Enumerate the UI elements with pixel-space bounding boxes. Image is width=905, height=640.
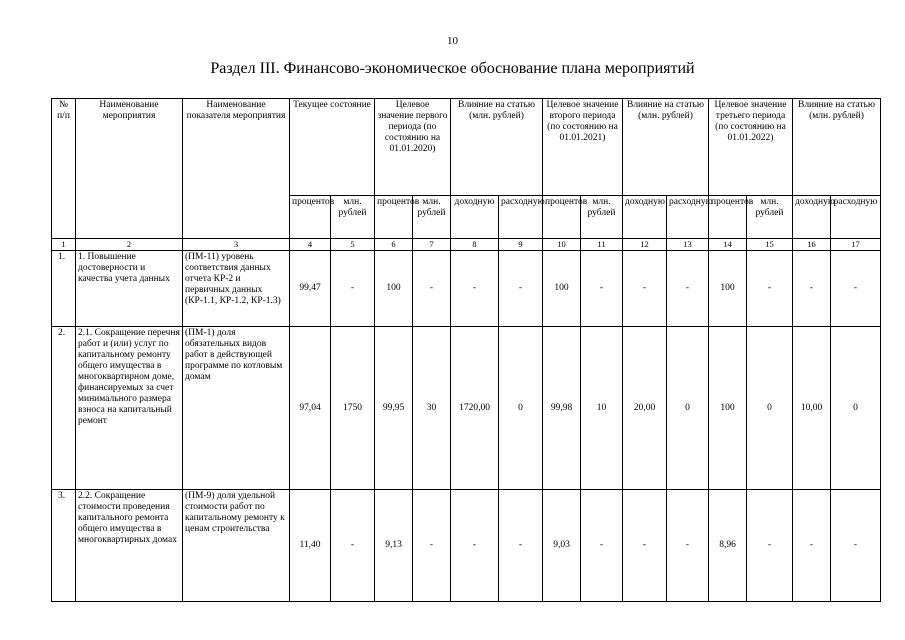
subheader-cur-mln: млн. рублей xyxy=(331,196,375,239)
table-row xyxy=(52,490,881,602)
column-number: 9 xyxy=(499,239,543,251)
row-value-cell: 30 xyxy=(413,327,451,490)
subheader-t2-pct: процентов xyxy=(543,196,581,239)
section-title: Раздел III. Финансово-экономическое обоснование плана мероприятий xyxy=(210,60,695,77)
subheader-i2-inc: доходную xyxy=(623,196,667,239)
header-num: № п/п xyxy=(52,99,76,239)
row-value-cell: 0 xyxy=(747,327,793,490)
subheader-i1-inc: доходную xyxy=(451,196,499,239)
table-row xyxy=(52,327,881,490)
header-current-state: Текущее состояние xyxy=(290,99,375,196)
row-value-cell: - xyxy=(793,251,831,327)
column-number: 8 xyxy=(451,239,499,251)
column-number: 14 xyxy=(709,239,747,251)
column-number: 5 xyxy=(331,239,375,251)
row-value-cell: - xyxy=(747,490,793,602)
row-value-cell: 20,00 xyxy=(623,327,667,490)
row-value-cell: 10 xyxy=(581,327,623,490)
row-value-cell: - xyxy=(831,490,881,602)
column-number: 4 xyxy=(290,239,331,251)
row-value-cell: 99,47 xyxy=(290,251,331,327)
row-value-cell: 99,95 xyxy=(375,327,413,490)
subheader-i2-exp: расходную xyxy=(667,196,709,239)
column-number: 12 xyxy=(623,239,667,251)
row-value-cell: - xyxy=(581,490,623,602)
row-value-cell: 10,00 xyxy=(793,327,831,490)
row-value-cell: - xyxy=(331,251,375,327)
row-value-cell: - xyxy=(413,251,451,327)
row-value-cell: 97,04 xyxy=(290,327,331,490)
row-value-cell: - xyxy=(451,490,499,602)
column-number: 16 xyxy=(793,239,831,251)
row-value-cell: - xyxy=(793,490,831,602)
row-value-cell: 9,13 xyxy=(375,490,413,602)
row-number: 2. xyxy=(52,327,76,490)
column-number: 10 xyxy=(543,239,581,251)
header-target-2: Целевое значение второго периода (по состоянию на 01.01.2021) xyxy=(543,99,623,196)
row-value-cell: - xyxy=(667,251,709,327)
row-value-cell: 0 xyxy=(499,327,543,490)
row-value-cell: 100 xyxy=(543,251,581,327)
column-number-row xyxy=(52,239,881,251)
subheader-t3-mln: млн. рублей xyxy=(747,196,793,239)
subheader-t2-mln: млн. рублей xyxy=(581,196,623,239)
header-event-name: Наименование мероприятия xyxy=(76,99,183,239)
column-number: 11 xyxy=(581,239,623,251)
row-number: 3. xyxy=(52,490,76,602)
header-impact-3: Влияние на статью (млн. рублей) xyxy=(793,99,881,196)
column-number: 1 xyxy=(52,239,76,251)
row-indicator-name: (ПМ-1) доля обязательных видов работ в действующей программе по котловым домам xyxy=(183,327,290,490)
row-indicator-name: (ПМ-9) доля удельной стоимости работ по капитальному ремонту к ценам строительства xyxy=(183,490,290,602)
subheader-i3-exp: расходную xyxy=(831,196,881,239)
header-impact-2: Влияние на статью (млн. рублей) xyxy=(623,99,709,196)
row-event-name: 2.2. Сокращение стоимости проведения капитального ремонта общего имущества в многоквартирных домах xyxy=(76,490,183,602)
column-number: 3 xyxy=(183,239,290,251)
subheader-i1-exp: расходную xyxy=(499,196,543,239)
row-value-cell: 1720,00 xyxy=(451,327,499,490)
page-number: 10 xyxy=(447,35,458,47)
row-indicator-name: (ПМ-11) уровень соответствия данных отчета КР-2 и первичных данных (КР-1.1, КР-1.2, КР-1.3) xyxy=(183,251,290,327)
row-value-cell: - xyxy=(747,251,793,327)
subheader-cur-pct: процентов xyxy=(290,196,331,239)
column-number: 7 xyxy=(413,239,451,251)
row-value-cell: - xyxy=(331,490,375,602)
row-event-name: 2.1. Сокращение перечня работ и (или) услуг по капитальному ремонту общего имущества в многоквартирном доме, финансируемых за счет минимального размера взноса на капитальный ремонт xyxy=(76,327,183,490)
row-value-cell: - xyxy=(623,490,667,602)
row-value-cell: 0 xyxy=(667,327,709,490)
row-value-cell: - xyxy=(499,490,543,602)
column-number: 13 xyxy=(667,239,709,251)
row-value-cell: 1750 xyxy=(331,327,375,490)
row-value-cell: - xyxy=(581,251,623,327)
header-target-3: Целевое значение третьего периода (по состоянию на 01.01.2022) xyxy=(709,99,793,196)
row-value-cell: - xyxy=(623,251,667,327)
row-number: 1. xyxy=(52,251,76,327)
row-value-cell: - xyxy=(667,490,709,602)
table-row xyxy=(52,251,881,327)
row-value-cell: - xyxy=(831,251,881,327)
row-value-cell: 9,03 xyxy=(543,490,581,602)
header-indicator-name: Наименование показателя мероприятия xyxy=(183,99,290,239)
row-value-cell: 11,40 xyxy=(290,490,331,602)
column-number: 15 xyxy=(747,239,793,251)
row-value-cell: 0 xyxy=(831,327,881,490)
subheader-t3-pct: процентов xyxy=(709,196,747,239)
column-number: 17 xyxy=(831,239,881,251)
subheader-t1-mln: млн. рублей xyxy=(413,196,451,239)
row-value-cell: 99,98 xyxy=(543,327,581,490)
financial-plan-table xyxy=(51,98,881,602)
column-number: 2 xyxy=(76,239,183,251)
row-value-cell: 100 xyxy=(709,251,747,327)
row-event-name: 1. Повышение достоверности и качества учета данных xyxy=(76,251,183,327)
header-impact-1: Влияние на статью (млн. рублей) xyxy=(451,99,543,196)
row-value-cell: 8,96 xyxy=(709,490,747,602)
header-target-1: Целевое значение первого периода (по состоянию на 01.01.2020) xyxy=(375,99,451,196)
column-number: 6 xyxy=(375,239,413,251)
row-value-cell: - xyxy=(499,251,543,327)
row-value-cell: - xyxy=(413,490,451,602)
row-value-cell: 100 xyxy=(375,251,413,327)
row-value-cell: 100 xyxy=(709,327,747,490)
row-value-cell: - xyxy=(451,251,499,327)
subheader-i3-inc: доходную xyxy=(793,196,831,239)
subheader-t1-pct: процентов xyxy=(375,196,413,239)
